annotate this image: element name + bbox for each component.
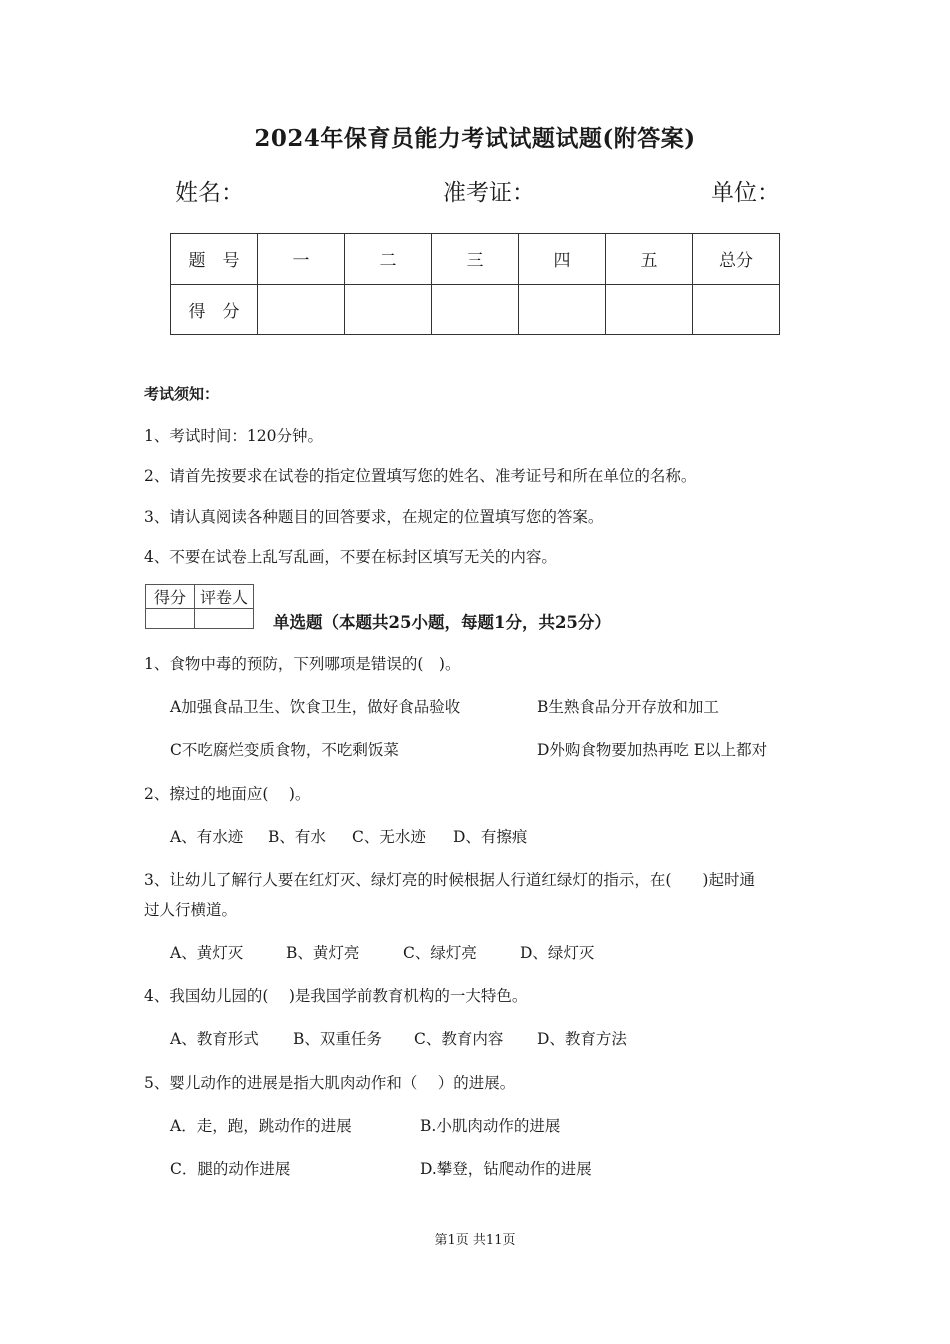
notice-item: 1、考试时间：120分钟。 (144, 427, 323, 445)
option: D.攀登，钻爬动作的进展 (420, 1160, 592, 1178)
question-stem: 3、让幼儿了解行人要在红灯灭、绿灯亮的时候根据人行道红绿灯的指示，在( )起时通 (144, 871, 755, 889)
option: D、绿灯灭 (520, 944, 595, 962)
option: C、绿灯亮 (403, 944, 477, 962)
grader-score-label: 得分 (146, 585, 195, 609)
option: B、双重任务 (293, 1030, 382, 1048)
score-header-cell: 二 (345, 234, 432, 285)
option: A加强食品卫生、饮食卫生，做好食品验收 (170, 698, 461, 716)
option: B、黄灯亮 (286, 944, 360, 962)
grader-box (145, 584, 254, 629)
question-stem-continued: 过人行横道。 (144, 901, 238, 919)
option: C、教育内容 (414, 1030, 504, 1048)
score-cell[interactable] (432, 284, 519, 335)
option: B.小肌肉动作的进展 (420, 1117, 561, 1135)
notice-item: 2、请首先按要求在试卷的指定位置填写您的姓名、准考证号和所在单位的名称。 (144, 467, 697, 485)
option: B、有水 (268, 828, 326, 846)
score-header-cell: 五 (606, 234, 693, 285)
score-header-cell: 三 (432, 234, 519, 285)
question-stem: 1、食物中毒的预防，下列哪项是错误的( )。 (144, 655, 461, 673)
grader-score-cell[interactable] (146, 609, 195, 629)
option: D外购食物要加热再吃 E以上都对 (537, 741, 768, 759)
score-header-cell: 题 号 (171, 234, 258, 285)
page-footer: 第1页 共11页 (434, 1233, 516, 1248)
score-header-cell: 一 (258, 234, 345, 285)
grader-reviewer-cell[interactable] (195, 609, 254, 629)
option: A．走，跑，跳动作的进展 (170, 1117, 352, 1135)
notice-item: 3、请认真阅读各种题目的回答要求，在规定的位置填写您的答案。 (144, 508, 604, 526)
score-cell[interactable] (606, 284, 693, 335)
question-stem: 4、我国幼儿园的( )是我国学前教育机构的一大特色。 (144, 987, 528, 1005)
unit-label: 单位： (711, 180, 780, 206)
option: D、有擦痕 (453, 828, 528, 846)
name-label: 姓名： (175, 180, 244, 206)
page-title: 2024年保育员能力考试试题试题(附答案) (254, 125, 696, 152)
score-cell[interactable] (258, 284, 345, 335)
score-cell[interactable] (519, 284, 606, 335)
option: C、无水迹 (352, 828, 426, 846)
question-stem: 5、婴儿动作的进展是指大肌肉动作和（ ）的进展。 (144, 1074, 516, 1092)
option: C不吃腐烂变质食物，不吃剩饭菜 (170, 741, 399, 759)
section-title: 单选题（本题共25小题，每题1分，共25分） (273, 613, 611, 632)
score-table-header-row (171, 234, 780, 285)
option: A、有水迹 (170, 828, 244, 846)
option: A、黄灯灭 (170, 944, 244, 962)
option: A、教育形式 (170, 1030, 259, 1048)
notice-item: 4、不要在试卷上乱写乱画，不要在标封区填写无关的内容。 (144, 548, 557, 566)
question-stem: 2、擦过的地面应( )。 (144, 785, 311, 803)
exam-number-label: 准考证： (443, 180, 535, 206)
option: D、教育方法 (537, 1030, 627, 1048)
notice-heading: 考试须知： (144, 385, 220, 403)
score-table-score-row (171, 284, 780, 335)
score-cell[interactable] (693, 284, 780, 335)
score-table (170, 233, 780, 335)
option: C．腿的动作进展 (170, 1160, 291, 1178)
score-header-cell: 总分 (693, 234, 780, 285)
score-cell[interactable] (345, 284, 432, 335)
grader-reviewer-label: 评卷人 (195, 585, 254, 609)
option: B生熟食品分开存放和加工 (537, 698, 719, 716)
score-header-cell: 四 (519, 234, 606, 285)
score-row-label: 得 分 (171, 284, 258, 335)
